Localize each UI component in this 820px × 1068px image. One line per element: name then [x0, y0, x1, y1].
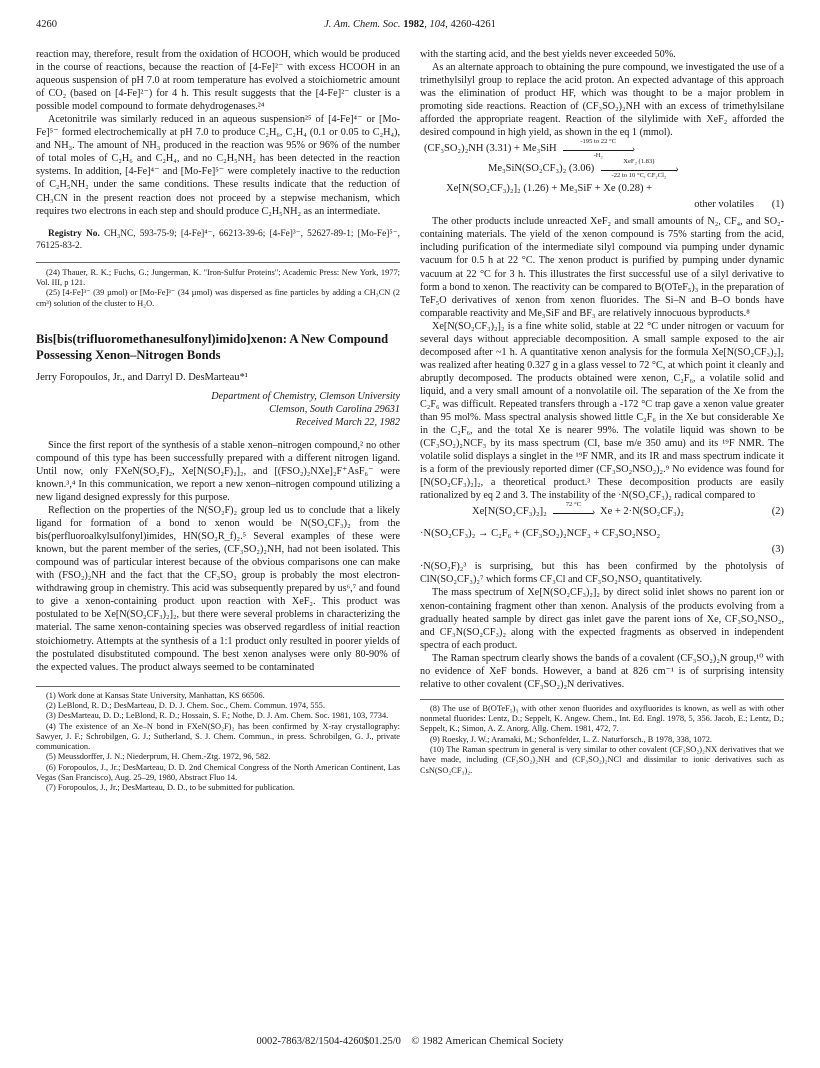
- affiliation-department: Department of Chemistry, Clemson University: [211, 390, 400, 402]
- body-paragraph-7: The mass spectrum of Xe[N(SO₂CF₃)₂]₂ by direct solid inlet shows no parent ion or xenon-containing fragment other than xenon. Analysis of the products evolving from a gradually heated sample by direct gas inlet gave the parent ions of Xe, CF₃SO₂NSO₂, and CF₃N(SO₂CF₃)₂ along with the expected fragments as observed in independent spectra of each product.: [420, 587, 784, 651]
- right-column: [420, 48, 784, 1030]
- eq1-number: (1): [771, 199, 784, 211]
- article-title: Bis[bis(trifluoromethanesulfonyl)imido]xenon: A New Compound Possessing Xenon–Nitrogen Bonds: [36, 331, 389, 362]
- body-paragraph-2: Reflection on the properties of the N(SO₂F)₂ group led us to conclude that a likely ligand for formation of a bond to xenon would be N(SO₂CF₃)₂ from the bis(perfluoroalkylsulfonyl)imides, HN(SO₂R_f)₂.⁵ Several examples of these were known, but the parent member of the series, (CF₃SO₂)₂NH, had not been isolated. This compound was of particular interest because of the obvious comparisons one can make with (FSO₂)₂NH and the fact that the CF₃SO₂ group is probably the most electron-withdrawing group in chemistry. This acid was subsequently prepared by us⁶,⁷ and found to give a xenon-containing product upon reaction with XeF₂. This product was postulated to be Xe[N(SO₂CF₃)₂]₂, but there were several problems in characterizing the material. The same xenon-containing species was observed regardless of initial reaction stoichiometry. Attempts at the synthesis of a 1:1 product only resulted in poorer yields of the postulated disubstituted compound. The best xenon analyses were only 80-90% of the expected values. The product always seemed to be contaminated: [36, 505, 400, 673]
- received-date: Received March 22, 1982: [295, 416, 400, 428]
- equation-1: [420, 138, 784, 213]
- eq1-reactants: (CF₃SO₂)₂NH (3.31) + Me₃SiH: [424, 143, 557, 155]
- body-paragraph-8: The Raman spectrum clearly shows the bands of a covalent (CF₃SO₂)₂N group,¹⁰ with no evidence of XeF bonds. However, a band at 826 cm⁻¹ is of surprising intensity relative to other covalent (CF₃SO₂)₂N derivatives.: [420, 652, 784, 690]
- footnote-25: (25) [4-Fe]³⁻ (39 µmol) or [Mo-Fe]³⁻ (34 µmol) was dispersed as fine particles by adding a CH₃CN (2 cm³) solution of the cluster to H₂O.: [36, 288, 400, 308]
- journal-volume: 104: [429, 19, 446, 30]
- eq2-reactant: Xe[N(SO₂CF₃)₂]₂: [472, 506, 547, 518]
- footnote-divider: [36, 686, 400, 687]
- registry-label: Registry No.: [48, 228, 100, 239]
- eq2-products: Xe + 2·N(SO₂CF₃)₂: [599, 506, 684, 518]
- body-paragraph-4: The other products include unreacted XeF₂ and small amounts of N₂, CF₄, and SO₂-containing materials. The yield of the xenon compound is 75% starting from the acid, including purification of the intermediate silyl compound via pumping under dynamic vacuum for 0.5 h at 22 °C. The xenon product is purified by pumping under dynamic vacuum at 22 °C for 3 h. This illustrates the first successful use of a silyl derivative to form a bond to xenon. The reactivity can be compared to B(OTeF₅)₃ in the preparation of TeF₅O derivatives of xenon from xenon fluorides. The Si–N and B–O bonds have comparable reactivity and Me₃SiF and BF₃ are relatively innocuous byproducts.⁸: [420, 216, 784, 319]
- footnote-8: (8) The use of B(OTeF₅)₃ with other xenon fluorides and oxyfluorides is known, as well as with other nonmetal fluorides: Lentz, D.; Seppelt, K. Angew. Chem., Int. Ed. Engl. 1978, 5, 356. Jacob, E.; Lentz, D.; Seppelt, K.; Simon, A. Z. Anorg. Allg. Chem. 1981, 472, 7.: [420, 703, 784, 734]
- journal-reference: J. Am. Chem. Soc. 1982, 104, 4260-4261: [324, 19, 496, 30]
- authors: Jerry Foropoulos, Jr., and Darryl D. DesMarteau*¹: [36, 371, 248, 383]
- footnote-1: (1) Work done at Kansas State University, Manhattan, KS 66506.: [46, 690, 265, 700]
- page-number: 4260: [36, 19, 57, 30]
- eq1-other: other volatiles: [694, 199, 754, 211]
- eq2-arrow: 72 °C ›: [553, 504, 593, 520]
- journal-pages: , 4260-4261: [445, 19, 496, 30]
- footnote-6: (6) Foropoulos, J., Jr.; DesMarteau, D. D. 2nd Chemical Congress of the North American Continent, Las Vegas (San Francisco), Aug. 25–29, 1980, Abstract Fluo 14.: [36, 762, 400, 783]
- footnote-9: (9) Roesky, J. W.; Aramaki, M.; Schonfelder, L. Z. Naturforsch., B 1978, 338, 1072.: [430, 734, 712, 744]
- eq1-intermediate: Me₃SiN(SO₂CF₃)₂ (3.06): [488, 163, 595, 175]
- eq1-arrow-2: XeF₂ (1.83) › -22 to 10 °C, CF₂Cl₂: [601, 161, 677, 177]
- left-column: [36, 48, 400, 1030]
- body-paragraph-3: As an alternate approach to obtaining the pure compound, we investigated the use of a trimethylsilyl group to replace the acid proton. An expected advantage of this approach was the elimination of product HF, which was thought to be a major problem in promoting side reactions. Reaction of (CF₃SO₂)₂NH with an excess of trimethylsilane afforded the appropriate reagent. Reaction of the silylimide with XeF₂ afforded the desired compound in high yield, as shown in the eq 1 (mmol).: [420, 62, 784, 139]
- running-header: [36, 19, 784, 35]
- journal-year: 1982: [403, 19, 425, 30]
- affiliation-address: Clemson, South Carolina 29631: [269, 403, 400, 415]
- eq1-arrow-1-condition: -195 to 22 °C: [580, 138, 617, 146]
- page-footer: [0, 1036, 820, 1047]
- journal-name: J. Am. Chem. Soc.: [324, 19, 401, 30]
- equation-3: [420, 526, 784, 558]
- footnote-7: (7) Foropoulos, J., Jr.; DesMarteau, D. D., to be submitted for publication.: [46, 783, 295, 793]
- equation-2: [420, 501, 784, 524]
- footnote-divider: [420, 699, 784, 700]
- eq1-arrow-1-byproduct: -H₂: [593, 152, 603, 160]
- footnote-2: (2) LeBlond, R. D.; DesMarteau, D. D. J. Chem. Soc., Chem. Commun. 1974, 555.: [46, 700, 325, 710]
- footnote-5: (5) Meussdorffer, J. N.; Niederprum, H. Chem.-Ztg. 1972, 96, 582.: [46, 752, 271, 762]
- affiliation-block: [36, 390, 400, 429]
- footnote-24: (24) Thauer, R. K.; Fuchs, G.; Jungerman, K. "Iron-Sulfur Proteins"; Academic Press: New York, 1977; Vol. III, p 121.: [36, 267, 400, 287]
- continued-paragraph: with the starting acid, and the best yields never exceeded 50%.: [420, 49, 676, 60]
- body-paragraph-6: ·N(SO₂F)₂³ is surprising, but this has been confirmed by the photolysis of ClN(SO₂CF₃)₂⁷ which forms CF₃Cl and CF₃SO₂NSO₂ quantitatively.: [420, 561, 784, 586]
- footnote-3: (3) DesMarteau, D. D.; LeBlond, R. D.; Hossain, S. F.; Nothe, D. J. Am. Chem. Soc. 1981, 103, 7734.: [46, 711, 389, 721]
- eq2-number: (2): [771, 506, 784, 518]
- footnote-10: (10) The Raman spectrum in general is very similar to other covalent (CF₃SO₂)₂NX derivatives that we have made, including (CF₃SO₂)₂NH and (CF₃SO₂)₂NCl and dissimilar to ionic derivatives such as CsN(SO₂CF₃)₂.: [420, 745, 784, 775]
- previous-article-paragraph-1: reaction may, therefore, result from the oxidation of HCOOH, which would be produced in the course of reactions, because the reaction of [4-Fe]²⁻ with excess HCOOH in an aqueous suspension of pH 7.0 at room temperature has evolved a stoichiometric amount of CO₂ (based on [4-Fe]²⁻) for 4 h. This result suggests that the [4-Fe]²⁻ cluster is a possible model compound to formate dehydrogenases.²⁴: [36, 49, 400, 113]
- article-code: 0002-7863/82/1504-4260$01.25/0: [256, 1036, 401, 1047]
- registry-numbers: [36, 228, 400, 253]
- copyright: © 1982 American Chemical Society: [411, 1036, 564, 1047]
- eq3-text: ·N(SO₂CF₃)₂ → C₂F₆ + (CF₃SO₂)₂NCF₃ + CF₃SO₂NSO₂: [420, 528, 661, 540]
- eq1-arrow-2-condition: -22 to 10 °C, CF₂Cl₂: [611, 172, 667, 180]
- eq1-arrow-1: -195 to 22 °C › -H₂: [563, 141, 633, 157]
- eq1-arrow-2-reagent: XeF₂ (1.83): [623, 158, 655, 166]
- eq2-condition: 72 °C: [565, 501, 581, 509]
- registry-text: CH₃NC, 593-75-9; [4-Fe]⁴⁻, 66213-39-6; [4-Fe]³⁻, 52627-89-1; [Mo-Fe]⁵⁻, 76125-83-2.: [36, 228, 400, 252]
- body-paragraph-1: Since the first report of the synthesis of a stable xenon–nitrogen compound,² no other compound of this type has been successfully prepared with a different nitrogen ligand. Until now, only FXeN(SO₂F)₂, Xe[N(SO₂F)₂]₂, and [(FSO₂)₂NXe]₂F⁺AsF₆⁻ were known.³,⁴ In this communication, we report a new xenon–nitrogen compound utilizing a new ligand designed expressly for this purpose.: [36, 439, 400, 503]
- body-paragraph-5: Xe[N(SO₂CF₃)₂]₂ is a fine white solid, stable at 22 °C under nitrogen or vacuum for several days without appreciable decomposition. A small sample exposed to the air decomposed after ~1 h. A quantitative xenon analysis for the formula Xe[N(SO₂CF₃)₂]₂ was realized after heating 0.327 g in a glass vessel to 72 °C, at which point it cleanly and abruptly decomposed. The products obtained were xenon, C₂F₆, a volatile solid and liquid, and a very small amount of a nonvolatile oil. The separation of the Xe from the C₂F₆ was difficult. Repeated transfers through a -172 °C trap gave a xenon value greater than 95 mol%. Mass spectral analysis showed little C₂F₆ in the Xe but considerable Xe in the C₂F₆, and the total Xe is nearer 99%. The volatile liquid was shown to be (CF₃SO₂)₂NCF₃ by its mass spectrum (CI, base m/e 350 amu) and its ¹⁹F NMR. The volatile solid displays a singlet in the ¹⁹F NMR, and its IR and mass spectrum indicate it is a form of the previously reported dimer (CF₃SO₂NSO₂)₂.⁹ No evidence was found for [N(SO₂CF₃)₂]₂, a theoretical product.³ These decomposition products are easily rationalized by eq 2 and 3. The instability of the ·N(SO₂CF₃)₂ radical compared to: [420, 320, 784, 502]
- previous-article-paragraph-2: Acetonitrile was similarly reduced in an aqueous suspension²⁵ of [4-Fe]⁴⁻ or [Mo-Fe]⁵⁻ formed electrochemically at pH 7.0 to produce C₂H₆, C₂H₄ (0.1 or 0.05 to C₂H₄), and NH₃. The amount of NH₃ produced in the reaction was 95% or 96% of the number of total moles of C₂H₆ and C₂H₄, and no C₂H₅NH₂ has been detected in the reaction systems. In addition, [4-Fe]⁴⁻ and [Mo-Fe]⁵⁻ were completely inactive to the reduction of C₂H₅NH₂ under the same conditions. These results indicate that the reduction of CH₃CN in the present reaction does not proceed by a stepwise mechanism, which requires two electrons in each step and should produce C₂H₅NH₂ as an intermediate.: [36, 114, 400, 217]
- eq1-products: Xe[N(SO₂CF₃)₂]₂ (1.26) + Me₃SiF + Xe (0.28) +: [446, 183, 653, 195]
- footnote-4: (4) The existence of an Xe–N bond in FXeN(SO₂F)₂ has been confirmed by X-ray crystallography: Sawyer, J. F.; Schrobilgen, G. J.; Sutherland, S. J. Chem. Commun., in press. Schrobilgen, G. J., private communication.: [36, 721, 400, 752]
- footnote-divider: [36, 262, 400, 263]
- eq3-number: (3): [771, 544, 784, 556]
